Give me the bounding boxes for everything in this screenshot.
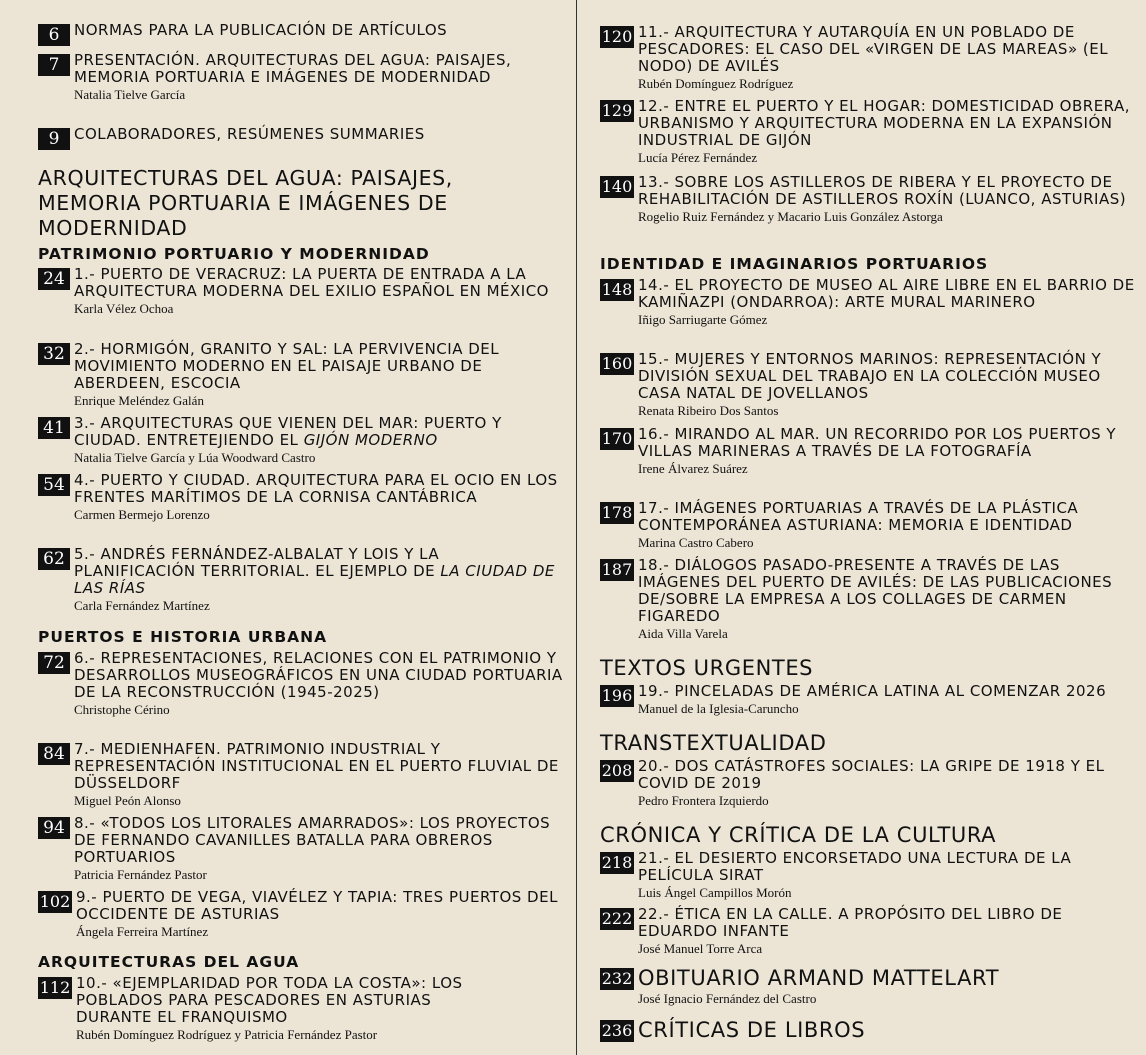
toc-entry (38, 415, 563, 466)
page-number: 7 (38, 54, 70, 76)
entry-title: COLABORADORES, RESÚMENES SUMMARIES (74, 125, 425, 143)
entry-title (74, 546, 563, 597)
toc-entry (38, 741, 563, 809)
toc-entry (38, 650, 563, 718)
page-number: 178 (601, 503, 633, 522)
page-number: 236 (601, 1021, 633, 1040)
entry-title: 13.- SOBRE LOS ASTILLEROS DE RIBERA Y EL PROYECTO DE REHABILITACIÓN DE ASTILLEROS ROXÍN (LUANCO, ASTURIAS) (638, 173, 1127, 208)
page-number: 222 (601, 909, 633, 928)
section-heading: PUERTOS E HISTORIA URBANA (38, 628, 328, 646)
entry-title: 8.- «TODOS LOS LITORALES AMARRADOS»: LOS PROYECTOS DE FERNANDO CAVANILLES BATALLA PARA OBREROS PORTUARIOS (74, 814, 551, 866)
page-number: 62 (38, 548, 70, 570)
page-number: 6 (38, 24, 70, 46)
entry-title: 4.- PUERTO Y CIUDAD. ARQUITECTURA PARA EL OCIO EN LOS FRENTES MARÍTIMOS DE LA CORNISA CANTÁBRICA (74, 471, 558, 506)
entry-title: 11.- ARQUITECTURA Y AUTARQUÍA EN UN POBLADO DE PESCADORES: EL CASO DEL «VIRGEN DE LAS MAREAS» (EL NODO) DE AVILÉS (638, 23, 1109, 75)
section-heading: PATRIMONIO PORTUARIO Y MODERNIDAD (38, 245, 430, 263)
entry-title-text: 3.- ARQUITECTURAS QUE VIENEN DEL MAR: PUERTO Y CIUDAD. ENTRETEJIENDO EL (74, 414, 502, 449)
page-number: 218 (601, 853, 633, 872)
entry-title: OBITUARIO ARMAND MATTELART (638, 966, 1000, 990)
entry-title: 1.- PUERTO DE VERACRUZ: LA PUERTA DE ENTRADA A LA ARQUITECTURA MODERNA DEL EXILIO ESPAÑOL EN MÉXICO (74, 265, 549, 300)
page-number: 112 (39, 978, 71, 997)
toc-entry (38, 889, 563, 940)
entry-author: Karla Vélez Ochoa (74, 301, 174, 316)
entry-author: Rubén Domínguez Rodríguez (638, 76, 794, 91)
entry-author: Luis Ángel Campillos Morón (638, 885, 792, 900)
entry-author: José Manuel Torre Arca (638, 941, 763, 956)
toc-entry (38, 22, 447, 46)
toc-entry (600, 758, 1140, 809)
toc-entry (38, 52, 563, 103)
page-number: 94 (38, 817, 70, 839)
page-number: 24 (38, 268, 70, 290)
toc-entry (600, 557, 1140, 642)
entry-author: Natalia Tielve García (74, 87, 186, 102)
entry-title: 17.- IMÁGENES PORTUARIAS A TRAVÉS DE LA PLÁSTICA CONTEMPORÁNEA ASTURIANA: MEMORIA E IDENTIDAD (638, 499, 1079, 534)
section-heading: ARQUITECTURAS DEL AGUA (38, 953, 300, 971)
page-number: 54 (38, 474, 70, 496)
entry-title: 9.- PUERTO DE VEGA, VIAVÉLEZ Y TAPIA: TRES PUERTOS DEL OCCIDENTE DE ASTURIAS (76, 888, 558, 923)
entry-title: 15.- MUJERES Y ENTORNOS MARINOS: REPRESENTACIÓN Y DIVISIÓN SEXUAL DEL TRABAJO EN LA COLECCIÓN MUSEO CASA NATAL DE JOVELLANOS (638, 350, 1102, 402)
entry-author: Renata Ribeiro Dos Santos (638, 403, 779, 418)
page-number: 32 (38, 343, 70, 365)
page-number: 160 (601, 354, 633, 373)
entry-author: Natalia Tielve García y Lúa Woodward Castro (74, 450, 316, 465)
toc-entry (38, 546, 563, 614)
dossier-title: ARQUITECTURAS DEL AGUA: PAISAJES, MEMORIA PORTUARIA E IMÁGENES DE MODERNIDAD (38, 166, 453, 240)
entry-title: 2.- HORMIGÓN, GRANITO Y SAL: LA PERVIVENCIA DEL MOVIMIENTO MODERNO EN EL PAISAJE URBANO DE ABERDEEN, ESCOCIA (74, 340, 500, 392)
toc-entry (600, 351, 1140, 419)
page-number: 196 (601, 686, 633, 705)
entry-title: CRÍTICAS DE LIBROS (638, 1018, 866, 1042)
entry-title: 14.- EL PROYECTO DE MUSEO AL AIRE LIBRE EN EL BARRIO DE KAMIÑAZPI (ONDARROA): ARTE MURAL MARINERO (638, 276, 1135, 311)
entry-title-text: 5.- ANDRÉS FERNÁNDEZ-ALBALAT Y LOIS Y LA PLANIFICACIÓN TERRITORIAL. EL EJEMPLO DE (74, 545, 441, 580)
entry-author: Lucía Pérez Fernández (638, 150, 758, 165)
section-heading: IDENTIDAD E IMAGINARIOS PORTUARIOS (600, 255, 989, 273)
entry-title: 6.- REPRESENTACIONES, RELACIONES CON EL PATRIMONIO Y DESARROLLOS MUSEOGRÁFICOS EN UNA CIUDAD PORTUARIA DE LA RECONSTRUCCIÓN (1945-2025) (74, 649, 563, 701)
toc-entry (600, 850, 1140, 901)
entry-title: PRESENTACIÓN. ARQUITECTURAS DEL AGUA: PAISAJES, MEMORIA PORTUARIA E IMÁGENES DE MODERNIDAD (74, 51, 512, 86)
page-number: 208 (601, 761, 633, 780)
entry-title: 19.- PINCELADAS DE AMÉRICA LATINA AL COMENZAR 2026 (638, 682, 1107, 700)
category-title: TEXTOS URGENTES (600, 656, 814, 680)
page-number: 140 (601, 177, 633, 196)
entry-author: Miguel Peón Alonso (74, 793, 181, 808)
entry-author: Pedro Frontera Izquierdo (638, 793, 769, 808)
entry-author: Aida Villa Varela (638, 626, 728, 641)
page-number: 9 (38, 128, 70, 150)
toc-entry (600, 683, 1106, 717)
toc-entry (38, 472, 563, 523)
category-title: TRANSTEXTUALIDAD (600, 731, 827, 755)
entry-author: Enrique Meléndez Galán (74, 393, 204, 408)
entry-author: José Ignacio Fernández del Castro (638, 991, 817, 1006)
entry-title: 18.- DIÁLOGOS PASADO-PRESENTE A TRAVÉS DE LAS IMÁGENES DEL PUERTO DE AVILÉS: DE LAS PUBLICACIONES DE/SOBRE LA EMPRESA A LOS COLLAGES DE CARMEN FIGAREDO (638, 556, 1113, 625)
toc-entry (38, 815, 563, 883)
entry-title: 7.- MEDIENHAFEN. PATRIMONIO INDUSTRIAL Y REPRESENTACIÓN INSTITUCIONAL EN EL PUERTO FLUVIAL DE DÜSSELDORF (74, 740, 559, 792)
entry-author: Carmen Bermejo Lorenzo (74, 507, 210, 522)
page-number: 72 (38, 652, 70, 674)
page-number: 187 (601, 560, 633, 579)
toc-entry (600, 906, 1140, 957)
page-number: 148 (601, 280, 633, 299)
toc-entry (600, 1018, 865, 1042)
toc-entry (38, 341, 563, 409)
toc-entry (38, 126, 425, 150)
page-number: 232 (601, 969, 633, 988)
entry-title: NORMAS PARA LA PUBLICACIÓN DE ARTÍCULOS (74, 21, 448, 39)
entry-title: 12.- ENTRE EL PUERTO Y EL HOGAR: DOMESTICIDAD OBRERA, URBANISMO Y ARQUITECTURA MODERNA EN LA EXPANSIÓN INDUSTRIAL DE GIJÓN (638, 97, 1131, 149)
entry-author: Rogelio Ruiz Fernández y Macario Luis González Astorga (638, 209, 943, 224)
toc-entry (38, 975, 478, 1043)
toc-entry (600, 426, 1140, 477)
entry-author: Rubén Domínguez Rodríguez y Patricia Fernández Pastor (76, 1027, 378, 1042)
entry-author: Irene Álvarez Suárez (638, 461, 748, 476)
entry-author: Marina Castro Cabero (638, 535, 754, 550)
entry-title (74, 415, 563, 449)
category-title: CRÓNICA Y CRÍTICA DE LA CULTURA (600, 823, 997, 847)
toc-entry (600, 966, 999, 1007)
page-number: 120 (601, 27, 633, 46)
page-number: 102 (39, 892, 71, 911)
entry-author: Patricia Fernández Pastor (74, 867, 207, 882)
entry-author: Christophe Cérino (74, 702, 170, 717)
toc-entry (600, 277, 1140, 328)
entry-title: 10.- «EJEMPLARIDAD POR TODA LA COSTA»: LOS POBLADOS PARA PESCADORES EN ASTURIAS DURANTE EL FRANQUISMO (76, 974, 463, 1026)
column-divider (576, 0, 577, 1055)
toc-entry (600, 174, 1140, 225)
toc-entry (600, 24, 1140, 92)
entry-author: Carla Fernández Martínez (74, 598, 210, 613)
entry-title: 21.- EL DESIERTO ENCORSETADO UNA LECTURA DE LA PELÍCULA SIRAT (638, 849, 1072, 884)
entry-author: Ángela Ferreira Martínez (76, 924, 209, 939)
toc-entry (38, 266, 563, 317)
toc-entry (600, 500, 1140, 551)
page-number: 84 (38, 743, 70, 765)
page-number: 41 (38, 417, 70, 439)
entry-title: 22.- ÉTICA EN LA CALLE. A PROPÓSITO DEL LIBRO DE EDUARDO INFANTE (638, 905, 1063, 940)
toc-entry (600, 98, 1140, 166)
entry-title-italic: GIJÓN MODERNO (303, 431, 438, 449)
entry-title-italic: LA CIUDAD DE LAS RÍAS (74, 562, 555, 597)
entry-title: 20.- DOS CATÁSTROFES SOCIALES: LA GRIPE DE 1918 Y EL COVID DE 2019 (638, 757, 1105, 792)
entry-author: Manuel de la Iglesia-Caruncho (638, 701, 799, 716)
entry-title: 16.- MIRANDO AL MAR. UN RECORRIDO POR LOS PUERTOS Y VILLAS MARINERAS A TRAVÉS DE LA FOTOGRAFÍA (638, 425, 1117, 460)
page-number: 170 (601, 429, 633, 448)
page-number: 129 (601, 101, 633, 120)
entry-author: Iñigo Sarriugarte Gómez (638, 312, 768, 327)
